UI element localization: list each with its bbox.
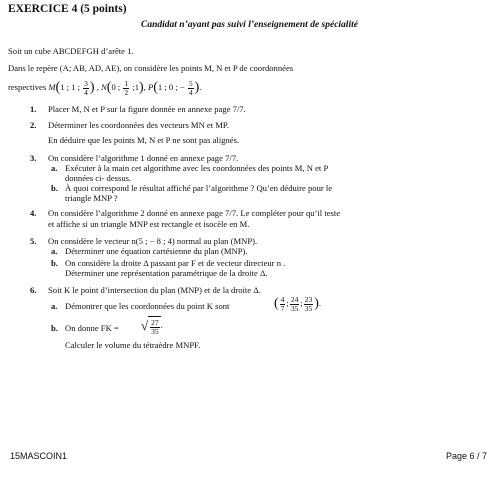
q2-sub: En déduire que les points M, N et P ne sont pas alignés. (48, 135, 240, 145)
q6b-text2: Calculer le volume du tétraèdre MNPF. (65, 340, 201, 350)
q5b-text: On considère la droite Δ passant par F et de vecteur directeur n . (65, 258, 286, 268)
q5b-label: b. (51, 258, 58, 268)
q3b-label: b. (51, 183, 58, 193)
q3b-text: À quoi correspond le résultat affiché par l’algorithme ? Qu’en déduire pour le (65, 183, 333, 193)
q3-number: 3. (30, 153, 37, 163)
q6-number: 6. (30, 285, 37, 295)
q2-text: Déterminer les coordonnées des vecteurs MN et MP. (48, 120, 229, 130)
q3-text: On considère l’algorithme 1 donné en annexe page 7/7. (48, 153, 239, 163)
q1-number: 1. (30, 104, 37, 114)
q1-text: Placer M, N et P sur la figure donnée en annexe page 7/7. (48, 104, 246, 114)
q6a-text: Démontrer que les coordonnées du point K sont (65, 301, 230, 311)
q4-text: On considère l’algorithme 2 donné en annexe page 7/7. Le compléter pour qu’il teste (48, 208, 341, 218)
q5a-label: a. (51, 246, 58, 256)
footer-code: 15MASCOIN1 (10, 451, 68, 461)
intro-coords-line: respectives M(1 ; 1 ; $\frac{3}{4}$ ) , N(0 ; $\frac{1}{2}$ ;1), P(1 ; 0 ; − $\frac{5}{4}$ ). (8, 78, 202, 97)
q4-text2: et affiche si un triangle MNP est rectangle et isocèle en M. (48, 219, 250, 229)
intro-cube-line: Soit un cube ABCDEFGH d’arête 1. (8, 46, 134, 56)
q3b-text2: triangle MNP ? (65, 193, 118, 203)
q5b-text2: Déterminer une représentation paramétrique de la droite Δ. (65, 268, 268, 278)
point-p-label: P (147, 82, 154, 92)
point-m-label: M (48, 82, 56, 92)
q5-number: 5. (30, 236, 37, 246)
intro-repere-line: Dans le repère (A; AB, AD, AE), on considère les points M, N et P de coordonnées (8, 63, 294, 73)
q6b-text: On donne FK = (65, 323, 119, 333)
footer-page: Page 6 / 7 (445, 451, 487, 461)
q2-number: 2. (30, 120, 37, 130)
q6b-label: b. (51, 323, 58, 333)
exercise-subtitle: Candidat n’ayant pas suivi l’enseignement de spécialité (141, 20, 358, 30)
q4-number: 4. (30, 208, 37, 218)
point-n-label: N (101, 82, 107, 92)
q6a-label: a. (51, 301, 58, 311)
q3a-text2: données ci- dessus. (65, 173, 132, 183)
q6a-k-coords: ( $\frac{4}{7}$ ; $\frac{24}{35}$ ; $\frac{23}{35}$ ). (274, 294, 322, 313)
q5-text: On considère le vecteur n(5 ; − 8 ; 4) normal au plan (MNP). (48, 236, 258, 246)
q3a-text: Exécuter à la main cet algorithme avec les coordonnées des points M, N et P (65, 163, 329, 173)
q6-text: Soit K le point d’intersection du plan (MNP) et de la droite Δ. (48, 285, 261, 295)
q6b-fk-value: √ $\frac{27}{35}$ . (141, 317, 163, 336)
q3a-label: a. (51, 163, 58, 173)
q5a-text: Déterminer une équation cartésienne du plan (MNP). (65, 246, 248, 256)
exercise-title: EXERCICE 4 (5 points) (8, 3, 127, 15)
coords-prefix: respectives (8, 82, 47, 92)
